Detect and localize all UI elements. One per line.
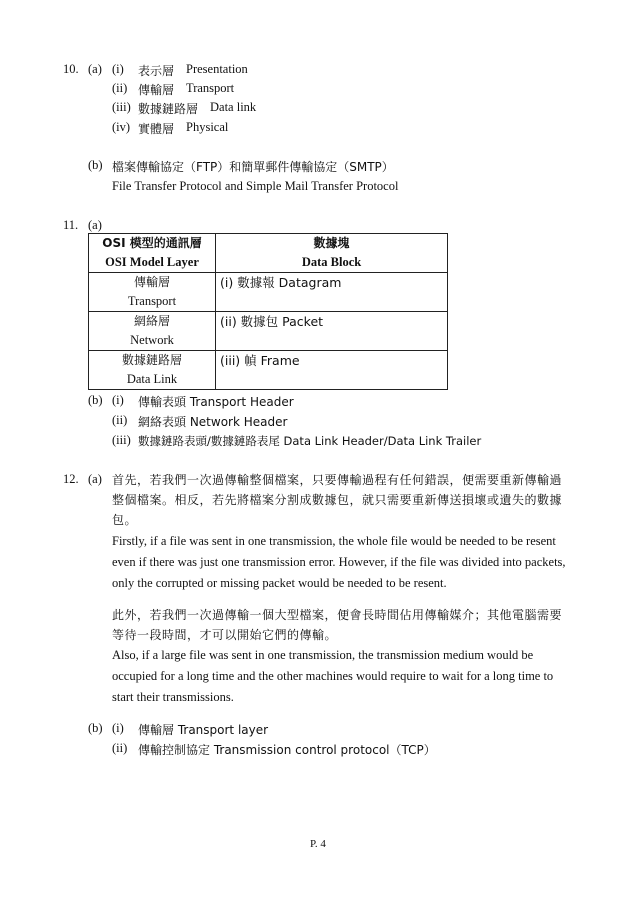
header-data-block bbox=[216, 234, 448, 273]
text-line: Also, if a large file was sent in one transmission, the transmission medium would be bbox=[112, 648, 534, 662]
q10a-iii-num: (iii) bbox=[112, 100, 131, 114]
q10a-i-num: (i) bbox=[112, 62, 124, 76]
q10a-iv-num: (iv) bbox=[112, 120, 131, 134]
q12a-para2-zh bbox=[112, 605, 587, 645]
q10a-iii-zh: 數據鏈路層 bbox=[138, 102, 199, 116]
q10a-iv-en: Physical bbox=[186, 120, 229, 134]
q10b-line1: 檔案傳輸協定（FTP）和簡單郵件傳輸協定（SMTP） bbox=[112, 160, 394, 174]
q12a-para2-en bbox=[112, 645, 587, 708]
layer-en: Transport bbox=[127, 294, 177, 308]
layer-zh: 網絡層 bbox=[133, 314, 170, 328]
q10a-ii-en: Transport bbox=[186, 81, 235, 95]
q12a-label: (a) bbox=[88, 472, 102, 486]
q11-number: 11. bbox=[63, 218, 79, 232]
text-line: 等待一段時間，才可以開始它們的傳輸。 bbox=[112, 628, 338, 642]
q11a-label: (a) bbox=[88, 218, 102, 232]
table-row bbox=[89, 351, 448, 390]
table-header-row bbox=[89, 234, 448, 273]
q10b-line2: File Transfer Protocol and Simple Mail Transfer Protocol bbox=[112, 179, 399, 193]
q11b-i-num: (i) bbox=[112, 393, 124, 407]
text-line: Firstly, if a file was sent in one transmission, the whole file would be needed to be resent bbox=[112, 534, 556, 548]
table-cell-block: (ii) 數據包 Packet bbox=[216, 312, 448, 351]
q10-number: 10. bbox=[63, 62, 79, 76]
text-line: 此外，若我們一次過傳輸一個大型檔案，便會長時間佔用傳輸媒介；其他電腦需要 bbox=[112, 608, 563, 622]
q12b-label: (b) bbox=[88, 721, 103, 735]
layer-en: Network bbox=[130, 333, 174, 347]
q12b-ii-text: 傳輸控制協定 Transmission control protocol（TCP） bbox=[138, 743, 436, 757]
q10a-i-zh: 表示層 bbox=[138, 64, 175, 78]
q12a-para1-en bbox=[112, 531, 587, 594]
layer-en: Data Link bbox=[126, 372, 178, 386]
osi-table bbox=[88, 233, 448, 390]
q12-number: 12. bbox=[63, 472, 79, 486]
table-row bbox=[89, 273, 448, 312]
q10a-ii-zh: 傳輸層 bbox=[138, 83, 175, 97]
header-osi-layer-zh: OSI 模型的通訊層 bbox=[102, 236, 202, 250]
q10a-label: (a) bbox=[88, 62, 102, 76]
table-cell-layer bbox=[89, 351, 216, 390]
q10a-iv-zh: 實體層 bbox=[138, 122, 175, 136]
header-data-block-en: Data Block bbox=[301, 255, 362, 269]
text-line: even if there was just one transmission error. However, if the file was divided into packets, bbox=[112, 555, 566, 569]
q12a-para1-zh bbox=[112, 470, 587, 530]
table-cell-layer bbox=[89, 312, 216, 351]
layer-zh: 傳輸層 bbox=[133, 275, 170, 289]
header-osi-layer-en: OSI Model Layer bbox=[105, 255, 199, 269]
q12b-i-num: (i) bbox=[112, 721, 124, 735]
table-cell-block: (iii) 幀 Frame bbox=[216, 351, 448, 390]
q10b-label: (b) bbox=[88, 158, 103, 172]
page-number: P. 4 bbox=[310, 838, 326, 850]
text-line: start their transmissions. bbox=[112, 690, 234, 704]
text-line: 整個檔案。相反，若先將檔案分割成數據包，就只需要重新傳送損壞或遺失的數據 bbox=[112, 493, 563, 507]
q12b-i-text: 傳輸層 Transport layer bbox=[138, 723, 269, 737]
layer-zh: 數據鏈路層 bbox=[121, 353, 182, 367]
q10a-ii-num: (ii) bbox=[112, 81, 128, 95]
text-line: occupied for a long time and the other machines would require to wait for a long time to bbox=[112, 669, 554, 683]
table-row bbox=[89, 312, 448, 351]
q10a-iii-en: Data link bbox=[210, 100, 257, 114]
text-line: 首先，若我們一次過傳輸整個檔案，只要傳輸過程有任何錯誤，便需要重新傳輸過 bbox=[112, 473, 563, 487]
q10a-i-en: Presentation bbox=[186, 62, 248, 76]
q12b-ii-num: (ii) bbox=[112, 741, 128, 755]
header-osi-layer bbox=[89, 234, 216, 273]
q11b-ii-text: 網絡表頭 Network Header bbox=[138, 415, 288, 429]
text-line: 包。 bbox=[112, 513, 138, 527]
table-cell-layer bbox=[89, 273, 216, 312]
q11b-iii-text: 數據鏈路表頭/數據鏈路表尾 Data Link Header/Data Link Trailer bbox=[138, 434, 482, 448]
table-cell-block: (i) 數據報 Datagram bbox=[216, 273, 448, 312]
text-line: only the corrupted or missing packet would be needed to be resent. bbox=[112, 576, 447, 590]
q11b-ii-num: (ii) bbox=[112, 413, 128, 427]
q11b-iii-num: (iii) bbox=[112, 433, 131, 447]
q11b-label: (b) bbox=[88, 393, 103, 407]
q11b-i-text: 傳輸表頭 Transport Header bbox=[138, 395, 294, 409]
header-data-block-zh: 數據塊 bbox=[313, 236, 350, 250]
